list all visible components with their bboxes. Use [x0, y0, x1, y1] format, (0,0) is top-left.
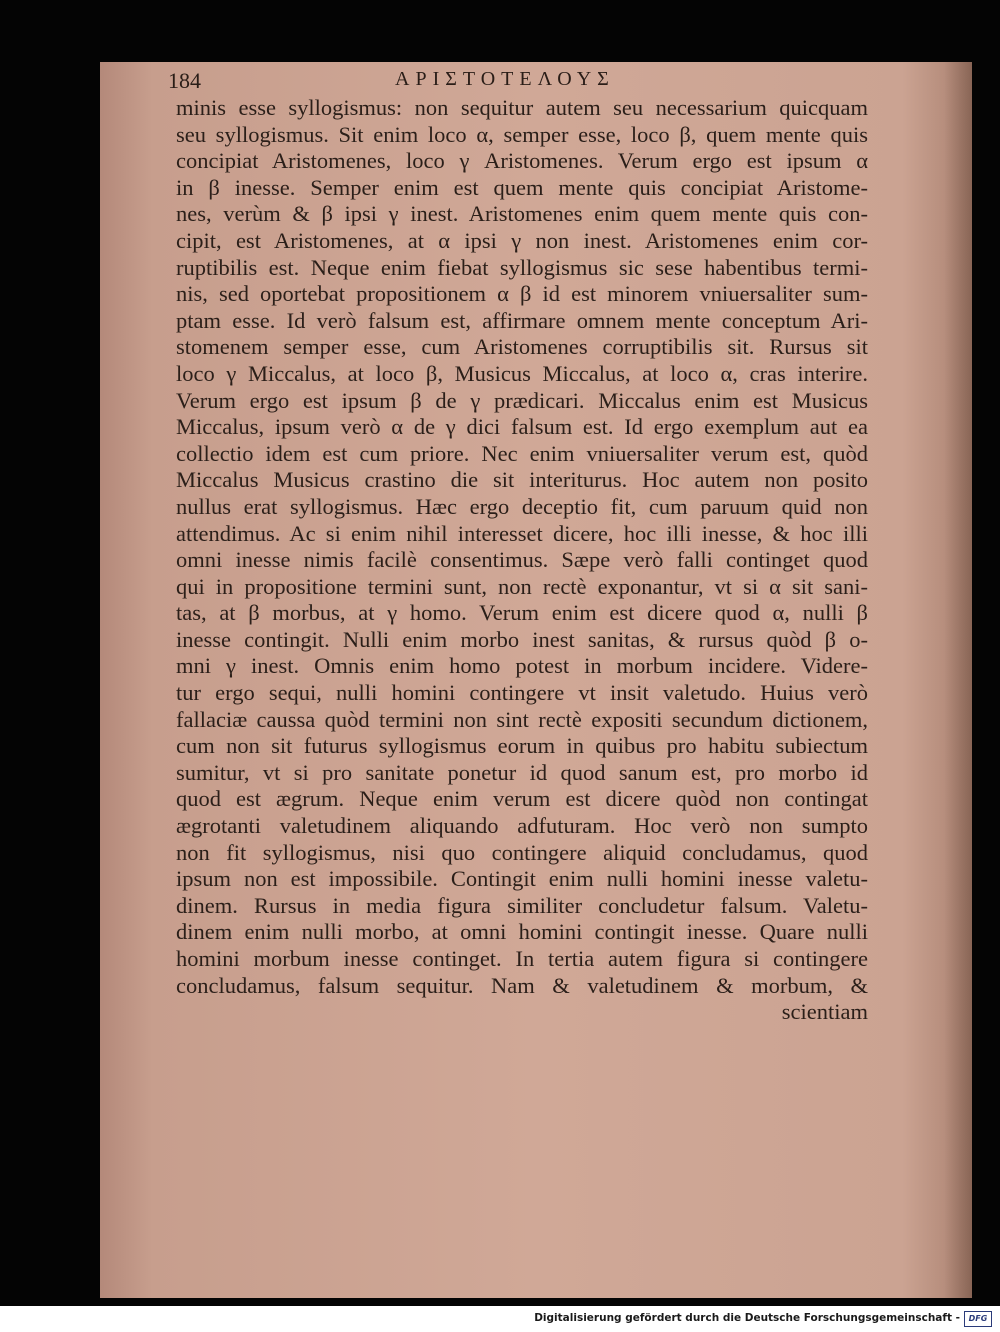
text-line: dinem. Rursus in media figura similiter concludetur falsum. Valetu- [176, 892, 868, 918]
text-line: cipit, est Aristomenes, at α ipsi γ non inest. Aristomenes enim cor- [176, 227, 868, 253]
text-line: ægrotanti valetudinem aliquando adfuturam. Hoc verò non sumpto [176, 813, 868, 839]
text-line: stomenem semper esse, cum Aristomenes corruptibilis sit. Rursus sit [176, 334, 868, 360]
text-line: in β inesse. Semper enim est quem mente quis concipiat Aristome- [176, 174, 868, 200]
text-line: Miccalus, ipsum verò α de γ dici falsum est. Id ergo exemplum aut ea [176, 414, 868, 440]
text-line: sumitur, vt si pro sanitate ponetur id quod sanum est, pro morbo id [176, 759, 868, 785]
text-line: concludamus, falsum sequitur. Nam & valetudinem & morbum, & [176, 972, 868, 998]
text-line: concipiat Aristomenes, loco γ Aristomenes. Verum ergo est ipsum α [176, 148, 868, 174]
catchword: scientiam [781, 999, 868, 1025]
body-text [176, 95, 868, 1026]
digitization-footer [0, 1306, 1000, 1332]
page-edge-shadow [944, 62, 972, 1298]
text-line: inesse contingit. Nulli enim morbo inest sanitas, & rursus quòd β o- [176, 626, 868, 652]
text-line: omni inesse nimis facilè consentimus. Sæpe verò falli continget quod [176, 547, 868, 573]
page-number: 184 [168, 68, 201, 93]
text-line: ipsum non est impossibile. Contingit enim nulli homini inesse valetu- [176, 866, 868, 892]
text-line: Verum ergo est ipsum β de γ prædicari. Miccalus enim est Musicus [176, 387, 868, 413]
text-line: attendimus. Ac si enim nihil interesset dicere, hoc illi inesse, & hoc illi [176, 520, 868, 546]
text-line: homini morbum inesse continget. In tertia autem figura si contingere [176, 946, 868, 971]
text-line: tur ergo sequi, nulli homini contingere vt insit valetudo. Huius verò [176, 680, 868, 706]
page-header [0, 68, 1000, 98]
text-line: qui in propositione termini sunt, non rectè exponantur, vt si α sit sani- [176, 573, 868, 599]
text-line: minis esse syllogismus: non sequitur autem seu necessarium quicquam [176, 95, 868, 120]
text-line: non fit syllogismus, nisi quo contingere aliquid concludamus, quod [176, 839, 868, 865]
text-line: nes, verùm & β ipsi γ inest. Aristomenes enim quem mente quis con- [176, 201, 868, 227]
text-line: mni γ inest. Omnis enim homo potest in morbum incidere. Videre- [176, 653, 868, 679]
running-head: ΑΡΙΣΤΟΤΕΛΟΥΣ [395, 68, 615, 90]
text-line: fallaciæ caussa quòd termini non sint rectè expositi secundum dictionem, [176, 706, 868, 732]
dfg-logo-icon: DFG [964, 1311, 992, 1327]
text-line: tas, at β morbus, at γ homo. Verum enim est dicere quod α, nulli β [176, 600, 868, 626]
text-line: ruptibilis est. Neque enim fiebat syllogismus sic sese habentibus termi- [176, 254, 868, 280]
text-line: collectio idem est cum priore. Nec enim vniuersaliter verum est, quòd [176, 440, 868, 466]
text-line: quod est ægrum. Neque enim verum est dicere quòd non contingat [176, 786, 868, 812]
text-line: nullus erat syllogismus. Hæc ergo deceptio fit, cum paruum quid non [176, 493, 868, 519]
text-line: ptam esse. Id verò falsum est, affirmare omnem mente conceptum Ari- [176, 307, 868, 333]
footer-credit: Digitalisierung gefördert durch die Deutsche Forschungsgemeinschaft - [534, 1312, 960, 1324]
text-line: cum non sit futurus syllogismus eorum in quibus pro habitu subiectum [176, 733, 868, 759]
text-line: dinem enim nulli morbo, at omni homini contingit inesse. Quare nulli [176, 919, 868, 945]
text-line: loco γ Miccalus, at loco β, Musicus Miccalus, at loco α, cras interire. [176, 360, 868, 386]
text-line: Miccalus Musicus crastino die sit interiturus. Hoc autem non posito [176, 467, 868, 493]
text-line: seu syllogismus. Sit enim loco α, semper esse, loco β, quem mente quis [176, 121, 868, 147]
text-line: nis, sed oportebat propositionem α β id est minorem vniuersaliter sum- [176, 281, 868, 307]
